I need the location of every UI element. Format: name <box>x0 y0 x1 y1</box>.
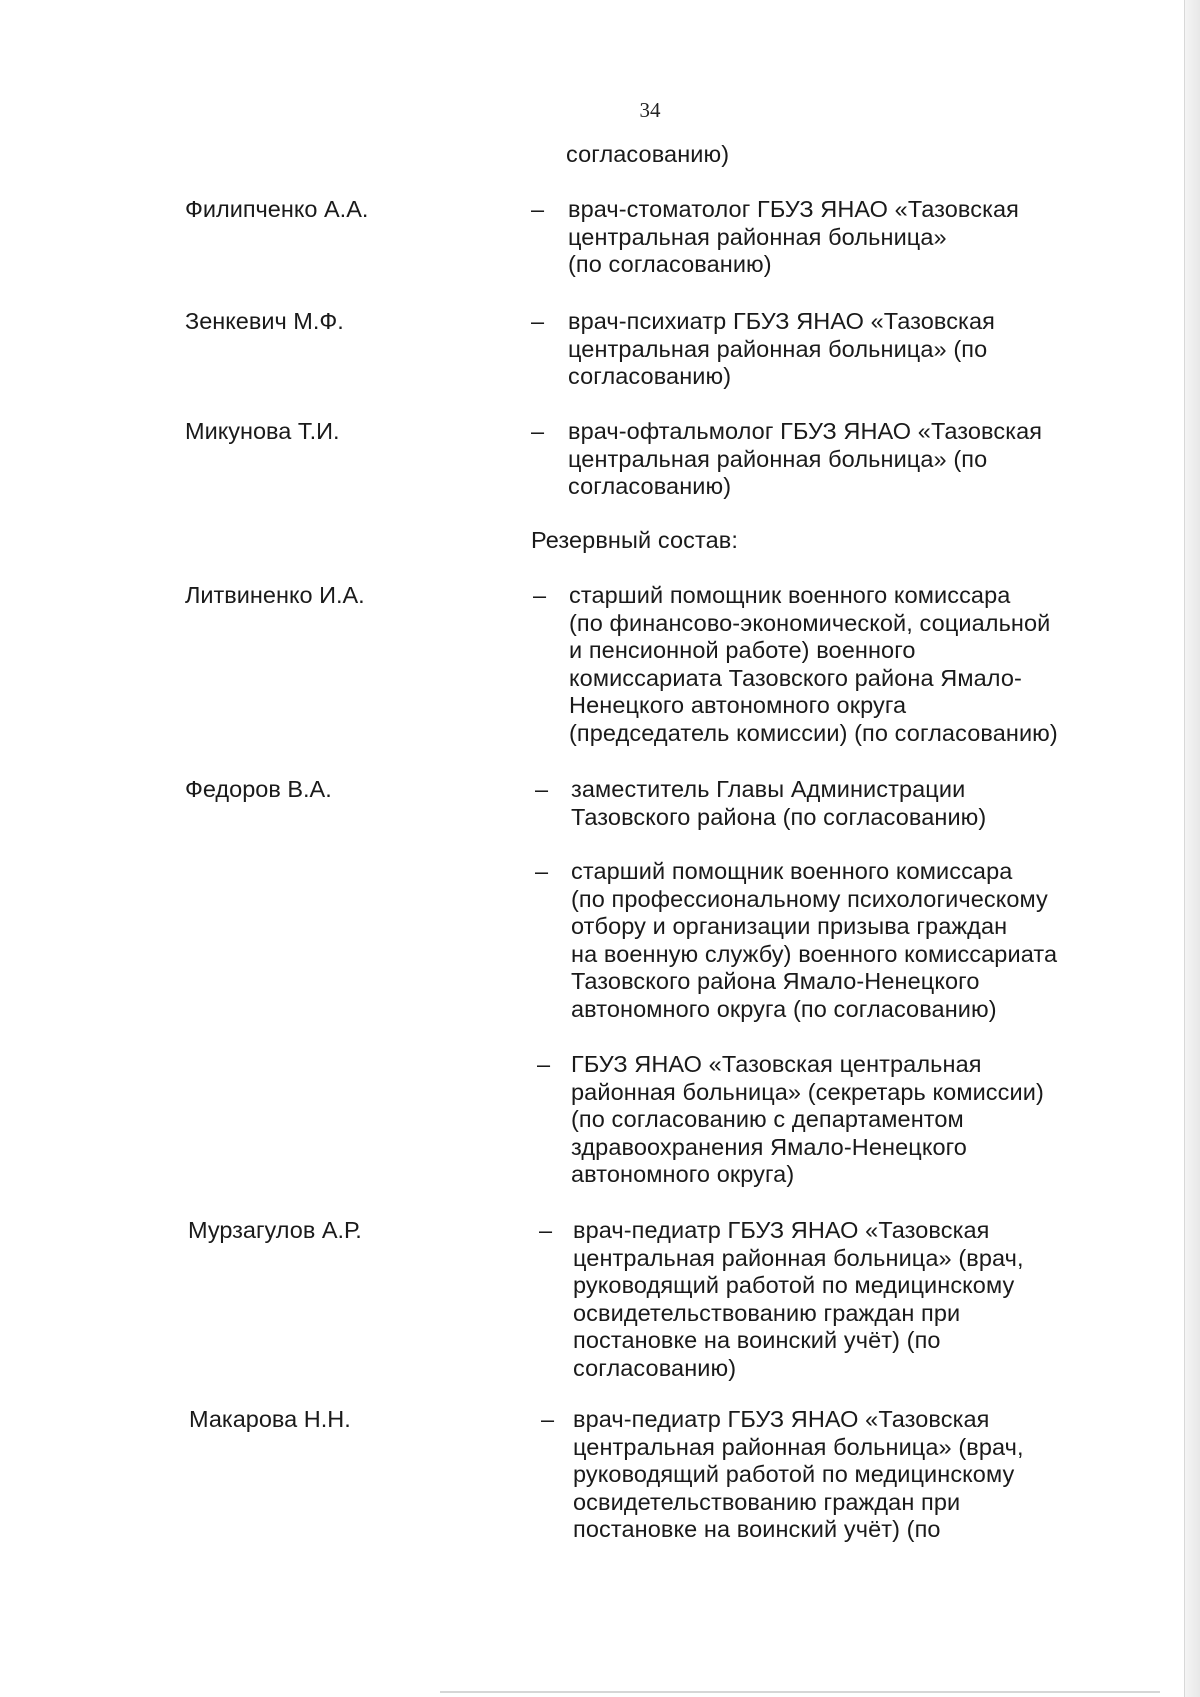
member-name: Федоров В.А. <box>185 776 332 802</box>
list-dash: – <box>537 1051 551 1077</box>
member-role-line: врач-офтальмолог ГБУЗ ЯНАО «Тазовская <box>568 418 1043 444</box>
member-role-line: врач-педиатр ГБУЗ ЯНАО «Тазовская <box>573 1406 990 1432</box>
page-bottom-line <box>440 1691 1160 1693</box>
member-role-line: отбору и организации призыва граждан <box>571 913 1008 939</box>
member-role-line: центральная районная больница» (врач, <box>573 1244 1024 1271</box>
member-role-line: освидетельствованию граждан при <box>573 1299 961 1326</box>
page-edge-shadow <box>1184 0 1200 1697</box>
member-role-line: и пенсионной работе) военного <box>569 637 916 663</box>
member-role-line: старший помощник военного комиссара <box>569 582 1011 608</box>
member-role-line: постановке на воинский учёт) (по <box>573 1516 941 1542</box>
member-role-line: (по профессиональному психологическому <box>571 885 1048 912</box>
member-role-line: районная больница» (секретарь комиссии) <box>571 1078 1044 1105</box>
list-dash: – <box>541 1406 555 1432</box>
list-dash: – <box>539 1217 553 1243</box>
member-role-line: Ненецкого автономного округа <box>569 692 907 718</box>
list-dash: – <box>531 418 545 444</box>
member-role-line: согласованию) <box>568 363 732 389</box>
member-role-line: автономного округа) <box>571 1161 795 1187</box>
member-role-line: центральная районная больница» (врач, <box>573 1433 1024 1460</box>
member-role-line: согласованию) <box>573 1354 737 1381</box>
member-name: Микунова Т.И. <box>185 418 340 444</box>
member-role-line: центральная районная больница» <box>568 223 947 250</box>
page-number: 34 <box>639 98 661 122</box>
member-role-line: (по согласованию с департаментом <box>571 1106 964 1132</box>
member-role-line: центральная районная больница» (по <box>568 445 988 472</box>
member-role-line: руководящий работой по медицинскому <box>573 1461 1015 1487</box>
list-dash: – <box>531 308 545 334</box>
member-role-line: (председатель комиссии) (по согласованию) <box>569 719 1058 746</box>
member-role-line: Тазовского района (по согласованию) <box>571 803 987 830</box>
list-dash: – <box>531 196 545 222</box>
member-role-line: на военную службу) военного комиссариата <box>571 940 1058 967</box>
member-role-line: здравоохранения Ямало-Ненецкого <box>571 1133 967 1160</box>
member-role-line: ГБУЗ ЯНАО «Тазовская центральная <box>571 1051 982 1077</box>
member-name: Макарова Н.Н. <box>189 1406 351 1432</box>
member-role-line: автономного округа (по согласованию) <box>571 995 997 1022</box>
member-name: Литвиненко И.А. <box>185 582 365 608</box>
member-role-line: (по согласованию) <box>568 251 772 277</box>
member-role-line: врач-психиатр ГБУЗ ЯНАО «Тазовская <box>568 308 995 334</box>
member-role-line: комиссариата Тазовского района Ямало- <box>569 664 1022 691</box>
member-role-line: постановке на воинский учёт) (по <box>573 1327 941 1353</box>
member-role-line: освидетельствованию граждан при <box>573 1488 961 1515</box>
member-name: Зенкевич М.Ф. <box>185 308 344 334</box>
continuation-line: согласованию) <box>566 141 730 167</box>
member-role-line: врач-стоматолог ГБУЗ ЯНАО «Тазовская <box>568 196 1019 222</box>
member-role-line: согласованию) <box>568 473 732 499</box>
list-dash: – <box>535 776 549 802</box>
member-role-line: (по финансово-экономической, социальной <box>569 609 1051 636</box>
member-role-line: центральная районная больница» (по <box>568 335 988 362</box>
member-role-line: старший помощник военного комиссара <box>571 858 1013 884</box>
member-role-line: заместитель Главы Администрации <box>571 776 966 802</box>
member-name: Мурзагулов А.Р. <box>188 1217 362 1243</box>
member-role-line: руководящий работой по медицинскому <box>573 1272 1015 1298</box>
member-role-line: Тазовского района Ямало-Ненецкого <box>571 968 980 994</box>
list-dash: – <box>533 582 547 608</box>
reserve-heading: Резервный состав: <box>531 527 738 553</box>
member-role-line: врач-педиатр ГБУЗ ЯНАО «Тазовская <box>573 1217 990 1243</box>
list-dash: – <box>535 858 549 884</box>
member-name: Филипченко А.А. <box>185 196 369 222</box>
